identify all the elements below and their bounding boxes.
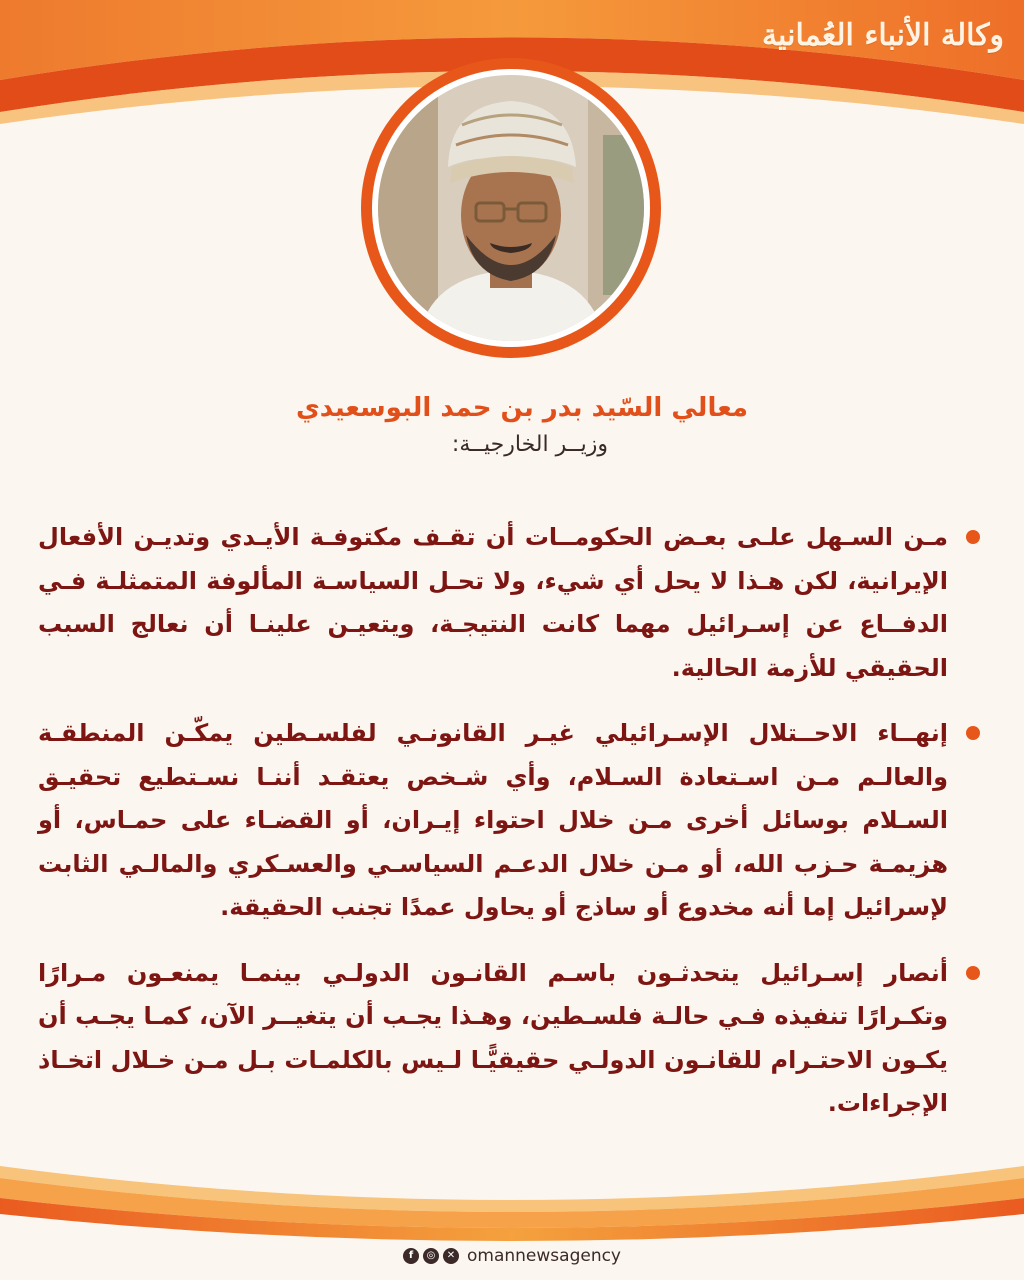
- quote-text: أنصار إسـرائيل يتحدثـون باسـم القانـون الدولـي بينمـا يمنعـون مـرارًا وتكـرارًا تنفيذه فـي حالـة فلسـطين، وهـذا يجـب أن يتغيــر الآن، كمـا يجـب أن يكـون الاحتـرام للقانـون الدولـي حقيقيًّـا لـيس بالكلمـات بـل مـن خـلال اتخـاذ الإجراءات.: [38, 958, 948, 1117]
- person-title: وزيــر الخارجيــة:: [451, 432, 608, 457]
- speaker-info: [200, 388, 748, 462]
- bullet-icon: [966, 726, 980, 740]
- quote-text: إنهــاء الاحــتلال الإسـرائيلي غيـر القانونـي لفلسـطين يمكّـن المنطقـة والعالـم مـن اسـتعادة السـلام، وأي شـخص يعتقـد أننـا نسـتطيع تحقيـق السـلام بوسائل أخرى مـن خلال احتواء إيـران، أو القضـاء على حمـاس، أو هزيمـة حـزب الله، أو مـن خلال الدعـم السياسـي والعسـكري والمالـي الثابت لإسرائيل إما أنه مخدوع أو ساذج أو يحاول عمدًا تجنب الحقيقة.: [38, 719, 948, 921]
- portrait-frame: [361, 58, 661, 358]
- quote-text: مـن السـهل علـى بعـض الحكومــات أن تقـف مكتوفـة الأيـدي وتديـن الأفعال الإيرانية، لكن هـذا لا يحل أي شيء، ولا تحـل السياسـة المألوفة المتمثلـة فـي الدفــاع عن إسـرائيل مهما كانت النتيجـة، ويتعيـن علينـا أن نعالج السبب الحقيقي للأزمة الحالية.: [38, 523, 948, 682]
- agency-logo: وكالة الأنباء العُمانية: [761, 18, 1004, 53]
- quotes-list: [38, 516, 986, 1148]
- quote-item: [38, 712, 986, 930]
- bullet-icon: [966, 530, 980, 544]
- quote-item: [38, 952, 986, 1126]
- footer: [0, 1244, 1024, 1268]
- x-icon[interactable]: ✕: [443, 1248, 459, 1264]
- facebook-icon[interactable]: f: [403, 1248, 419, 1264]
- bullet-icon: [966, 966, 980, 980]
- person-name: معالي السّيد بدر بن حمد البوسعيدي: [295, 393, 748, 423]
- quote-item: [38, 516, 986, 690]
- social-handle[interactable]: omannewsagency: [467, 1246, 621, 1266]
- instagram-icon[interactable]: ◎: [423, 1248, 439, 1264]
- portrait-photo: [378, 75, 644, 341]
